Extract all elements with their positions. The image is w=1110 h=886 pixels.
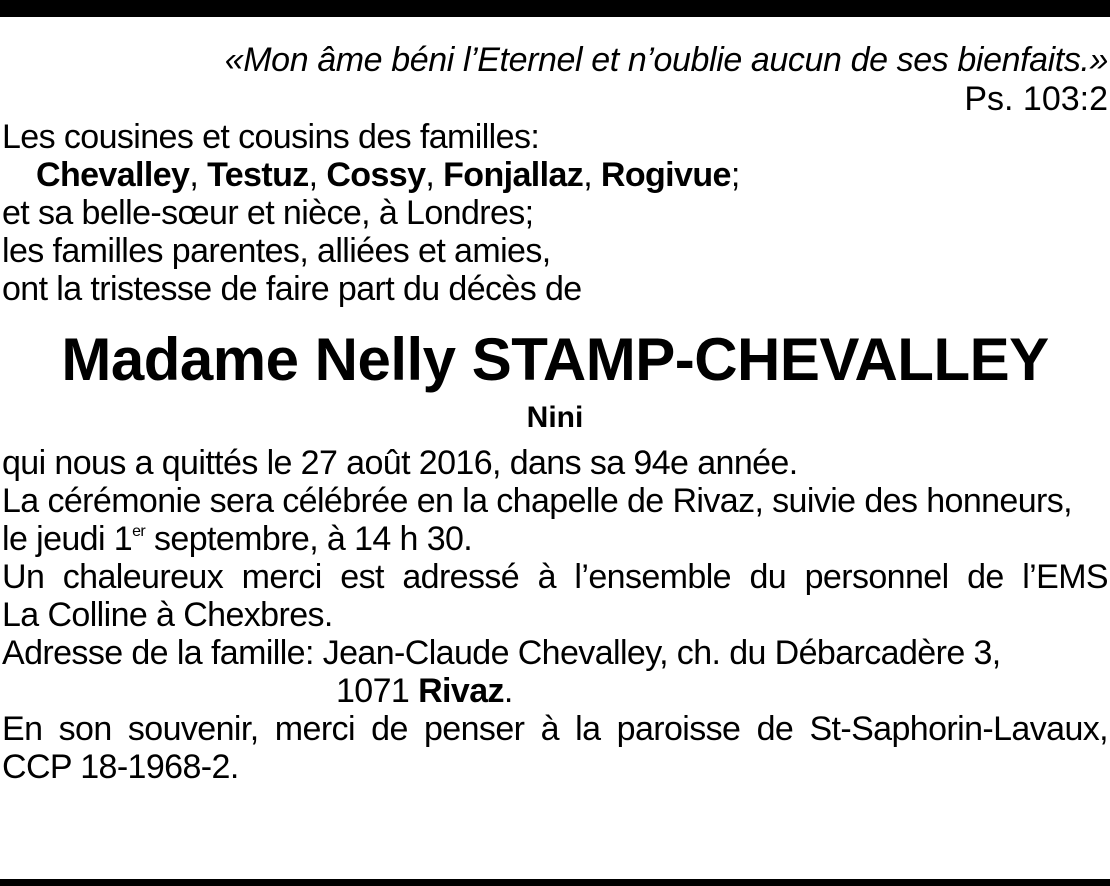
city-name: Rivaz — [418, 672, 504, 710]
donation-line: En son souvenir, merci de penser à la paroisse de St-Saphorin-Lavaux, — [2, 710, 1108, 748]
bible-quote: «Mon âme béni l’Eternel et n’oublie aucun de ses bienfaits.» — [224, 41, 1108, 79]
deceased-nickname: Nini — [526, 401, 584, 434]
ordinal-suffix: er — [132, 523, 146, 540]
obituary-notice — [2, 40, 1108, 786]
terminator: ; — [730, 156, 740, 194]
ceremony-date-suffix: septembre, à 14 h 30. — [145, 520, 473, 558]
ceremony-date-prefix: le jeudi 1 — [2, 520, 133, 558]
ceremony-line: La cérémonie sera célébrée en la chapelle de Rivaz, suivie des honneurs, — [2, 482, 1073, 520]
family-names — [2, 156, 1108, 194]
bottom-rule — [0, 879, 1110, 886]
thanks-line: La Colline à Chexbres. — [2, 596, 333, 634]
family-name: Testuz — [207, 156, 309, 194]
period: . — [503, 672, 513, 710]
relatives-line: et sa belle-sœur et nièce, à Londres; — [2, 194, 534, 232]
family-name: Fonjallaz — [443, 156, 584, 194]
death-line: qui nous a quittés le 27 août 2016, dans sa 94e année. — [2, 444, 798, 482]
family-name: Rogivue — [600, 156, 731, 194]
separator: , — [425, 156, 444, 194]
separator: , — [189, 156, 208, 194]
address-city-line — [2, 672, 1108, 710]
top-rule — [0, 0, 1110, 17]
intro-line: Les cousines et cousins des familles: — [2, 118, 540, 156]
thanks-line: Un chaleureux merci est adressé à l’ensemble du personnel de l’EMS — [2, 558, 1108, 596]
separator: , — [583, 156, 601, 194]
separator: , — [308, 156, 327, 194]
bible-reference: Ps. 103:2 — [964, 80, 1108, 118]
family-name: Chevalley — [36, 156, 190, 194]
deceased-name: Madame Nelly STAMP-CHEVALLEY — [61, 326, 1049, 393]
relatives-line: ont la tristesse de faire part du décès de — [2, 270, 582, 308]
postal-code: 1071 — [336, 672, 419, 710]
donation-account: CCP 18-1968-2. — [2, 748, 239, 786]
family-name: Cossy — [326, 156, 426, 194]
address-line: Adresse de la famille: Jean-Claude Chevalley, ch. du Débarcadère 3, — [2, 634, 1001, 672]
relatives-line: les familles parentes, alliées et amies, — [2, 232, 551, 270]
ceremony-date-line — [2, 520, 1108, 558]
